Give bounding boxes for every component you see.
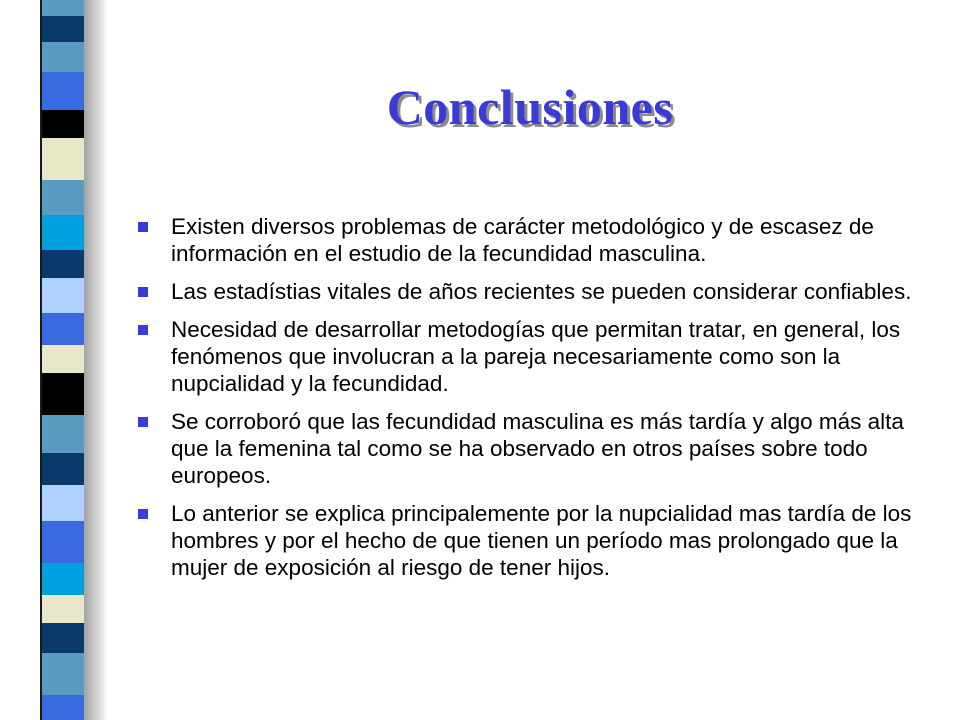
stripe-block xyxy=(40,345,84,373)
bullet-text: Las estadístias vitales de años recientes se pueden considerar confiables. xyxy=(171,279,912,304)
stripe-block xyxy=(40,215,84,250)
slide-title: Conclusiones xyxy=(386,79,674,135)
bullet-text: Se corroboró que las fecundidad masculina es más tardía y algo más alta que la femenina tal como se ha observado en otros países sobre todo europeos. xyxy=(171,409,904,488)
bullet-item xyxy=(138,278,928,305)
stripe-block xyxy=(40,653,84,695)
stripe-block xyxy=(40,72,84,110)
stripe-block xyxy=(40,415,84,453)
stripe-block xyxy=(40,180,84,215)
stripe-block xyxy=(40,138,84,180)
stripe-shadow xyxy=(82,0,108,720)
bullet-item xyxy=(138,213,928,267)
square-bullet-icon xyxy=(138,509,148,519)
stripe-block xyxy=(40,373,84,415)
bullet-item xyxy=(138,408,928,489)
square-bullet-icon xyxy=(138,325,148,335)
stripe-block xyxy=(40,16,84,42)
stripe-block xyxy=(40,250,84,278)
stripe-block xyxy=(40,453,84,485)
stripe-block xyxy=(40,595,84,623)
stripe-block xyxy=(40,623,84,653)
bullet-text: Lo anterior se explica principalemente por la nupcialidad mas tardía de los hombres y por el hecho de que tienen un período mas prolongado que la mujer de exposición al riesgo de tener hijos. xyxy=(171,501,912,580)
stripe-block xyxy=(40,42,84,72)
stripe-block xyxy=(40,521,84,563)
stripe-block xyxy=(40,0,84,16)
bullet-item xyxy=(138,500,928,581)
stripe-edge xyxy=(40,0,42,720)
stripe-block xyxy=(40,313,84,345)
square-bullet-icon xyxy=(138,222,148,232)
square-bullet-icon xyxy=(138,417,148,427)
decorative-stripe xyxy=(0,0,110,720)
stripe-block xyxy=(40,485,84,521)
stripe-block xyxy=(40,563,84,595)
stripe-block xyxy=(40,110,84,138)
bullet-text: Existen diversos problemas de carácter metodológico y de escasez de información en el estudio de la fecundidad masculina. xyxy=(171,214,874,266)
bullet-list xyxy=(138,213,928,592)
stripe-block xyxy=(40,278,84,313)
bullet-item xyxy=(138,316,928,397)
bullet-text: Necesidad de desarrollar metodogías que permitan tratar, en general, los fenómenos que involucran a la pareja necesariamente como son la nupcialidad y la fecundidad. xyxy=(171,317,901,396)
square-bullet-icon xyxy=(138,287,148,297)
stripe-block xyxy=(40,695,84,720)
